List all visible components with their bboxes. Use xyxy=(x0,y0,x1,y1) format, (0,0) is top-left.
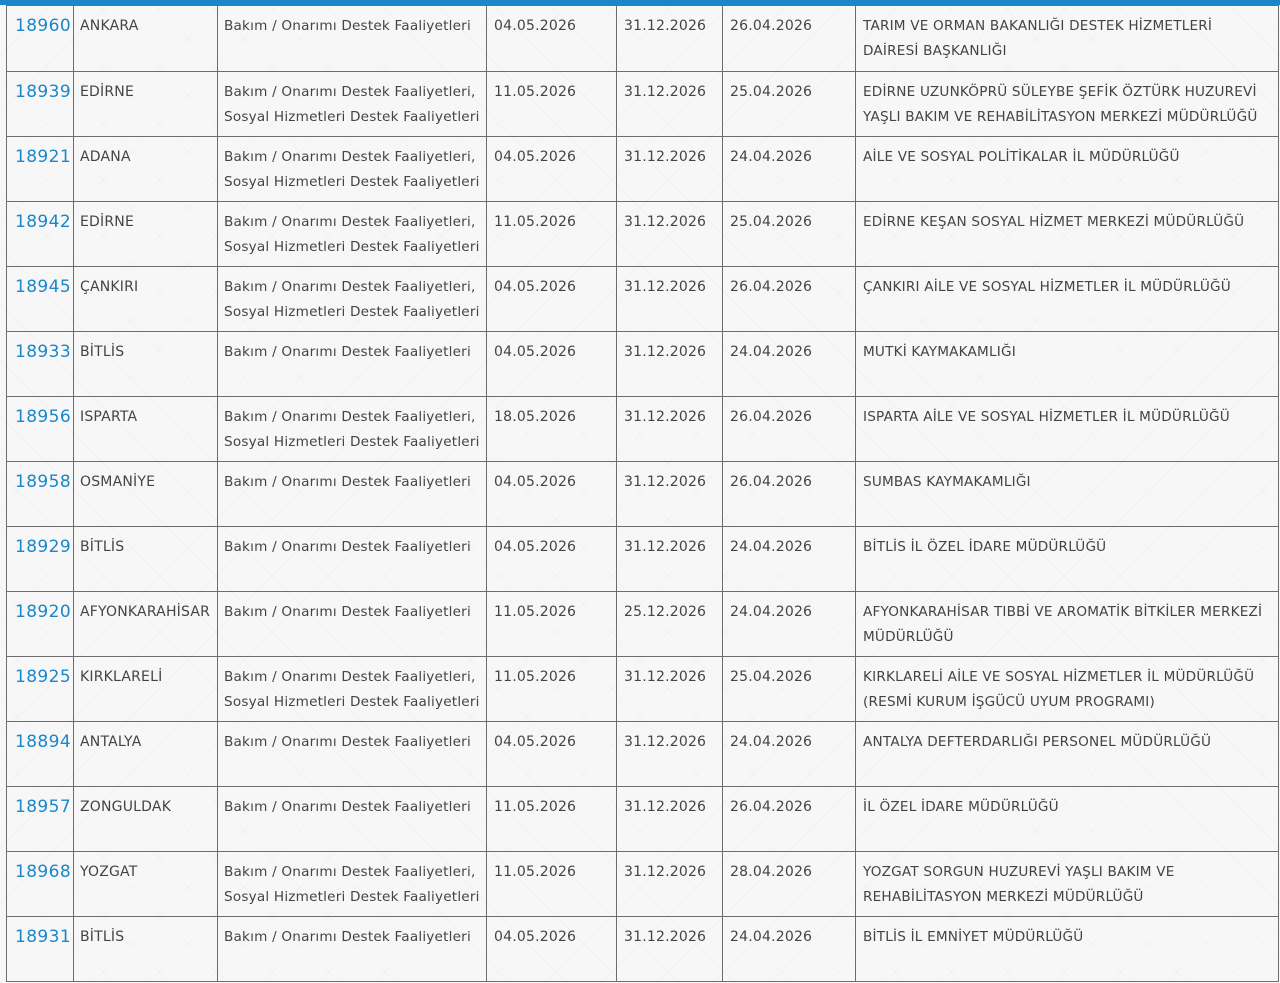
table-row[interactable] xyxy=(7,722,1279,787)
start-date-cell: 11.05.2026 xyxy=(487,202,617,267)
city-cell: EDİRNE xyxy=(74,72,218,137)
city-cell: ANTALYA xyxy=(74,722,218,787)
deadline-date-cell: 24.04.2026 xyxy=(723,137,856,202)
listing-id-link[interactable]: 18945 xyxy=(7,267,74,332)
start-date-cell: 11.05.2026 xyxy=(487,72,617,137)
institution-cell: AFYONKARAHİSAR TIBBİ VE AROMATİK BİTKİLER MERKEZİ MÜDÜRLÜĞÜ xyxy=(856,592,1279,657)
activity-type-cell: Bakım / Onarımı Destek Faaliyetleri xyxy=(218,787,487,852)
table-row[interactable] xyxy=(7,6,1279,72)
institution-cell: KIRKLARELİ AİLE VE SOSYAL HİZMETLER İL MÜDÜRLÜĞÜ (RESMİ KURUM İŞGÜCÜ UYUM PROGRAMI) xyxy=(856,657,1279,722)
deadline-date-cell: 24.04.2026 xyxy=(723,592,856,657)
activity-type-cell: Bakım / Onarımı Destek Faaliyetleri, Sosyal Hizmetleri Destek Faaliyetleri xyxy=(218,657,487,722)
table-row[interactable] xyxy=(7,527,1279,592)
city-cell: ANKARA xyxy=(74,6,218,72)
institution-cell: EDİRNE KEŞAN SOSYAL HİZMET MERKEZİ MÜDÜRLÜĞÜ xyxy=(856,202,1279,267)
institution-cell: EDİRNE UZUNKÖPRÜ SÜLEYBE ŞEFİK ÖZTÜRK HUZUREVİ YAŞLI BAKIM VE REHABİLİTASYON MERKEZİ MÜDÜRLÜĞÜ xyxy=(856,72,1279,137)
start-date-cell: 04.05.2026 xyxy=(487,917,617,982)
listing-id-link[interactable]: 18925 xyxy=(7,657,74,722)
institution-cell: BİTLİS İL ÖZEL İDARE MÜDÜRLÜĞÜ xyxy=(856,527,1279,592)
table-row[interactable] xyxy=(7,72,1279,137)
end-date-cell: 31.12.2026 xyxy=(617,527,723,592)
deadline-date-cell: 24.04.2026 xyxy=(723,527,856,592)
activity-type-cell: Bakım / Onarımı Destek Faaliyetleri, Sosyal Hizmetleri Destek Faaliyetleri xyxy=(218,202,487,267)
end-date-cell: 31.12.2026 xyxy=(617,917,723,982)
start-date-cell: 04.05.2026 xyxy=(487,6,617,72)
deadline-date-cell: 24.04.2026 xyxy=(723,722,856,787)
end-date-cell: 31.12.2026 xyxy=(617,72,723,137)
deadline-date-cell: 25.04.2026 xyxy=(723,657,856,722)
activity-type-cell: Bakım / Onarımı Destek Faaliyetleri xyxy=(218,6,487,72)
activity-type-cell: Bakım / Onarımı Destek Faaliyetleri xyxy=(218,462,487,527)
city-cell: ADANA xyxy=(74,137,218,202)
activity-type-cell: Bakım / Onarımı Destek Faaliyetleri xyxy=(218,722,487,787)
table-row[interactable] xyxy=(7,657,1279,722)
city-cell: EDİRNE xyxy=(74,202,218,267)
activity-type-cell: Bakım / Onarımı Destek Faaliyetleri xyxy=(218,917,487,982)
activity-type-cell: Bakım / Onarımı Destek Faaliyetleri, Sosyal Hizmetleri Destek Faaliyetleri xyxy=(218,137,487,202)
institution-cell: ISPARTA AİLE VE SOSYAL HİZMETLER İL MÜDÜRLÜĞÜ xyxy=(856,397,1279,462)
deadline-date-cell: 26.04.2026 xyxy=(723,267,856,332)
table-row[interactable] xyxy=(7,397,1279,462)
start-date-cell: 11.05.2026 xyxy=(487,787,617,852)
city-cell: ZONGULDAK xyxy=(74,787,218,852)
activity-type-cell: Bakım / Onarımı Destek Faaliyetleri xyxy=(218,527,487,592)
institution-cell: YOZGAT SORGUN HUZUREVİ YAŞLI BAKIM VE REHABİLİTASYON MERKEZİ MÜDÜRLÜĞÜ xyxy=(856,852,1279,917)
end-date-cell: 31.12.2026 xyxy=(617,657,723,722)
start-date-cell: 04.05.2026 xyxy=(487,137,617,202)
city-cell: ÇANKIRI xyxy=(74,267,218,332)
listing-id-link[interactable]: 18929 xyxy=(7,527,74,592)
city-cell: AFYONKARAHİSAR xyxy=(74,592,218,657)
table-row[interactable] xyxy=(7,462,1279,527)
institution-cell: SUMBAS KAYMAKAMLIĞI xyxy=(856,462,1279,527)
start-date-cell: 04.05.2026 xyxy=(487,722,617,787)
end-date-cell: 31.12.2026 xyxy=(617,722,723,787)
deadline-date-cell: 24.04.2026 xyxy=(723,917,856,982)
start-date-cell: 04.05.2026 xyxy=(487,462,617,527)
listing-id-link[interactable]: 18957 xyxy=(7,787,74,852)
start-date-cell: 04.05.2026 xyxy=(487,332,617,397)
listing-id-link[interactable]: 18933 xyxy=(7,332,74,397)
end-date-cell: 25.12.2026 xyxy=(617,592,723,657)
activity-type-cell: Bakım / Onarımı Destek Faaliyetleri, Sosyal Hizmetleri Destek Faaliyetleri xyxy=(218,72,487,137)
end-date-cell: 31.12.2026 xyxy=(617,787,723,852)
table-row[interactable] xyxy=(7,137,1279,202)
activity-type-cell: Bakım / Onarımı Destek Faaliyetleri, Sosyal Hizmetleri Destek Faaliyetleri xyxy=(218,267,487,332)
listing-id-link[interactable]: 18958 xyxy=(7,462,74,527)
table-row[interactable] xyxy=(7,592,1279,657)
institution-cell: BİTLİS İL EMNİYET MÜDÜRLÜĞÜ xyxy=(856,917,1279,982)
start-date-cell: 11.05.2026 xyxy=(487,592,617,657)
city-cell: OSMANİYE xyxy=(74,462,218,527)
institution-cell: ANTALYA DEFTERDARLIĞI PERSONEL MÜDÜRLÜĞÜ xyxy=(856,722,1279,787)
end-date-cell: 31.12.2026 xyxy=(617,267,723,332)
deadline-date-cell: 28.04.2026 xyxy=(723,852,856,917)
end-date-cell: 31.12.2026 xyxy=(617,397,723,462)
institution-cell: TARIM VE ORMAN BAKANLIĞI DESTEK HİZMETLERİ DAİRESİ BAŞKANLIĞI xyxy=(856,6,1279,72)
listing-table xyxy=(6,5,1279,982)
city-cell: ISPARTA xyxy=(74,397,218,462)
table-row[interactable] xyxy=(7,852,1279,917)
listing-id-link[interactable]: 18939 xyxy=(7,72,74,137)
institution-cell: MUTKİ KAYMAKAMLIĞI xyxy=(856,332,1279,397)
table-row[interactable] xyxy=(7,787,1279,852)
start-date-cell: 04.05.2026 xyxy=(487,267,617,332)
listing-id-link[interactable]: 18921 xyxy=(7,137,74,202)
listing-id-link[interactable]: 18920 xyxy=(7,592,74,657)
deadline-date-cell: 25.04.2026 xyxy=(723,72,856,137)
end-date-cell: 31.12.2026 xyxy=(617,6,723,72)
deadline-date-cell: 26.04.2026 xyxy=(723,6,856,72)
activity-type-cell: Bakım / Onarımı Destek Faaliyetleri xyxy=(218,592,487,657)
institution-cell: İL ÖZEL İDARE MÜDÜRLÜĞÜ xyxy=(856,787,1279,852)
table-body xyxy=(7,6,1279,982)
listing-id-link[interactable]: 18942 xyxy=(7,202,74,267)
city-cell: BİTLİS xyxy=(74,332,218,397)
end-date-cell: 31.12.2026 xyxy=(617,332,723,397)
listing-id-link[interactable]: 18968 xyxy=(7,852,74,917)
deadline-date-cell: 26.04.2026 xyxy=(723,462,856,527)
institution-cell: AİLE VE SOSYAL POLİTİKALAR İL MÜDÜRLÜĞÜ xyxy=(856,137,1279,202)
deadline-date-cell: 25.04.2026 xyxy=(723,202,856,267)
city-cell: KIRKLARELİ xyxy=(74,657,218,722)
start-date-cell: 04.05.2026 xyxy=(487,527,617,592)
table-row[interactable] xyxy=(7,332,1279,397)
listing-id-link[interactable]: 18931 xyxy=(7,917,74,982)
city-cell: YOZGAT xyxy=(74,852,218,917)
activity-type-cell: Bakım / Onarımı Destek Faaliyetleri, Sosyal Hizmetleri Destek Faaliyetleri xyxy=(218,397,487,462)
city-cell: BİTLİS xyxy=(74,917,218,982)
activity-type-cell: Bakım / Onarımı Destek Faaliyetleri xyxy=(218,332,487,397)
start-date-cell: 18.05.2026 xyxy=(487,397,617,462)
deadline-date-cell: 24.04.2026 xyxy=(723,332,856,397)
table-row[interactable] xyxy=(7,267,1279,332)
listing-id-link[interactable]: 18956 xyxy=(7,397,74,462)
listing-id-link[interactable]: 18960 xyxy=(7,6,74,72)
end-date-cell: 31.12.2026 xyxy=(617,137,723,202)
end-date-cell: 31.12.2026 xyxy=(617,202,723,267)
table-row[interactable] xyxy=(7,917,1279,982)
start-date-cell: 11.05.2026 xyxy=(487,657,617,722)
table-row[interactable] xyxy=(7,202,1279,267)
institution-cell: ÇANKIRI AİLE VE SOSYAL HİZMETLER İL MÜDÜRLÜĞÜ xyxy=(856,267,1279,332)
city-cell: BİTLİS xyxy=(74,527,218,592)
deadline-date-cell: 26.04.2026 xyxy=(723,787,856,852)
end-date-cell: 31.12.2026 xyxy=(617,852,723,917)
listing-id-link[interactable]: 18894 xyxy=(7,722,74,787)
start-date-cell: 11.05.2026 xyxy=(487,852,617,917)
activity-type-cell: Bakım / Onarımı Destek Faaliyetleri, Sosyal Hizmetleri Destek Faaliyetleri xyxy=(218,852,487,917)
end-date-cell: 31.12.2026 xyxy=(617,462,723,527)
deadline-date-cell: 26.04.2026 xyxy=(723,397,856,462)
